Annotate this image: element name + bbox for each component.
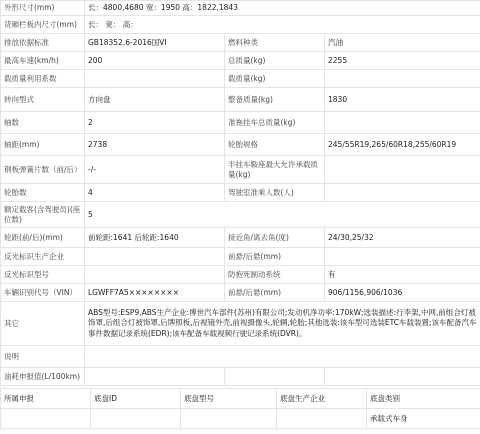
label-fuel-consumption: 油耗申报值(L/100km) bbox=[1, 368, 85, 386]
table-row bbox=[1, 156, 480, 184]
label-other: 其它 bbox=[1, 302, 85, 346]
table-row bbox=[1, 134, 480, 156]
value-reflector-maker bbox=[85, 248, 225, 266]
table-row bbox=[1, 228, 480, 248]
table-row bbox=[1, 112, 480, 134]
label-steering: 转向型式 bbox=[1, 88, 85, 112]
table-row bbox=[1, 34, 480, 52]
label-tire-count: 轮胎数 bbox=[1, 184, 85, 202]
label-reflector-maker: 反光标识生产企业 bbox=[1, 248, 85, 266]
header-chassis-maker: 底盘生产企业 bbox=[277, 389, 367, 409]
value-notes bbox=[85, 346, 480, 368]
value-approach-angle: 24/30,25/32 bbox=[325, 228, 480, 248]
chassis-data-row bbox=[1, 409, 480, 429]
value-track: 前轮距:1641 后轮距:1640 bbox=[85, 228, 225, 248]
table-row bbox=[1, 16, 480, 34]
label-reflector-model: 反光标识型号 bbox=[1, 266, 85, 284]
value-tire-spec: 245/55R19,265/60R18,255/60R19 bbox=[325, 134, 480, 156]
value-seats: 5 bbox=[85, 202, 480, 228]
chassis-table bbox=[0, 388, 480, 429]
cell-chassis-type: 承载式车身 bbox=[367, 409, 480, 429]
label-notes: 说明 bbox=[1, 346, 85, 368]
label-vin: 车辆识别代号（VIN） bbox=[1, 284, 85, 302]
value-load-mass bbox=[325, 70, 480, 88]
label-overhang-b: 前悬/后悬(mm) bbox=[225, 284, 325, 302]
label-track: 轮距(前/后)(mm) bbox=[1, 228, 85, 248]
value-reflector-model bbox=[85, 266, 225, 284]
table-row bbox=[1, 184, 480, 202]
value-fuel-consumption bbox=[85, 368, 225, 386]
value-wheelbase: 2738 bbox=[85, 134, 225, 156]
header-chassis-id: 底盘ID bbox=[91, 389, 181, 409]
value-saddle-load bbox=[325, 156, 480, 184]
label-abs: 防抱死制动系统 bbox=[225, 266, 325, 284]
cell-chassis-maker bbox=[277, 409, 367, 429]
label-emission-standard: 排放依据标准 bbox=[1, 34, 85, 52]
label-load-mass: 载质量(kg) bbox=[225, 70, 325, 88]
table-row bbox=[1, 266, 480, 284]
value-gross-mass: 2255 bbox=[325, 52, 480, 70]
cell-chassis-id bbox=[91, 409, 181, 429]
value-max-speed: 200 bbox=[85, 52, 225, 70]
table-row bbox=[1, 70, 480, 88]
label-empty bbox=[225, 368, 325, 386]
value-tire-count: 4 bbox=[85, 184, 225, 202]
label-curb-mass: 整备质量(kg) bbox=[225, 88, 325, 112]
value-steering: 方向盘 bbox=[85, 88, 225, 112]
value-empty bbox=[325, 368, 480, 386]
table-row bbox=[1, 346, 480, 368]
value-other: ABS型号:ESP9,ABS生产企业:博世汽车部件(苏州)有限公司;发动机净功率:170kW;选装描述:行李架,中网,前组合灯被饰罩,后组合灯被饰罩,后牌照板,后视镜外壳,前视摄像头,轮辋,轮胎;其他选装:该车型可选装ETC车载装置;该车配备汽车事件数据记录系统(EDR);该车配备车载视频行驶记录系统(DVR)。 bbox=[85, 302, 480, 346]
table-row bbox=[1, 284, 480, 302]
header-chassis-model: 底盘型号 bbox=[181, 389, 277, 409]
table-row bbox=[1, 88, 480, 112]
cell-declaration bbox=[1, 409, 91, 429]
value-overhang-a bbox=[325, 248, 480, 266]
value-dimensions: 长：4800,4680 宽：1950 高：1822,1843 bbox=[85, 1, 480, 16]
label-cargo-box-size: 货厢栏板内尺寸(mm) bbox=[1, 16, 85, 34]
label-dimensions: 外形尺寸(mm) bbox=[1, 1, 85, 16]
label-leaf-springs: 钢板弹簧片数（前/后） bbox=[1, 156, 85, 184]
value-axles: 2 bbox=[85, 112, 225, 134]
value-emission-standard: GB18352.6-2016国VI bbox=[85, 34, 225, 52]
value-abs: 有 bbox=[325, 266, 480, 284]
table-row bbox=[1, 52, 480, 70]
value-leaf-springs: -/- bbox=[85, 156, 225, 184]
label-approach-angle: 接近角/离去角(度) bbox=[225, 228, 325, 248]
value-load-factor bbox=[85, 70, 225, 88]
value-overhang-b: 906/1156,906/1036 bbox=[325, 284, 480, 302]
label-max-speed: 最高车速(km/h) bbox=[1, 52, 85, 70]
value-vin: LGWFF7A5×××××××× bbox=[85, 284, 225, 302]
table-row bbox=[1, 202, 480, 228]
label-axles: 轴数 bbox=[1, 112, 85, 134]
label-wheelbase: 轴距(mm) bbox=[1, 134, 85, 156]
table-row bbox=[1, 1, 480, 16]
table-row bbox=[1, 302, 480, 346]
table-row bbox=[1, 248, 480, 266]
value-trailer-mass bbox=[325, 112, 480, 134]
value-cab-capacity bbox=[325, 184, 480, 202]
header-declaration: 所属申报 bbox=[1, 389, 91, 409]
label-gross-mass: 总质量(kg) bbox=[225, 52, 325, 70]
label-seats: 额定载客(含驾驶员)(座位数) bbox=[1, 202, 85, 228]
chassis-header-row bbox=[1, 389, 480, 409]
label-fuel-type: 燃料种类 bbox=[225, 34, 325, 52]
label-saddle-load: 半挂车鞍座最大允许承载质量(kg) bbox=[225, 156, 325, 184]
value-curb-mass: 1830 bbox=[325, 88, 480, 112]
label-load-factor: 载质量利用系数 bbox=[1, 70, 85, 88]
value-cargo-box-size: 长： 宽： 高： bbox=[85, 16, 480, 34]
cell-chassis-model bbox=[181, 409, 277, 429]
header-chassis-type: 底盘类别 bbox=[367, 389, 480, 409]
table-row bbox=[1, 368, 480, 386]
label-overhang-a: 前悬/后悬(mm) bbox=[225, 248, 325, 266]
label-trailer-mass: 准拖挂车总质量(kg) bbox=[225, 112, 325, 134]
value-fuel-type: 汽油 bbox=[325, 34, 480, 52]
label-cab-capacity: 驾驶室准乘人数(人) bbox=[225, 184, 325, 202]
label-tire-spec: 轮胎规格 bbox=[225, 134, 325, 156]
